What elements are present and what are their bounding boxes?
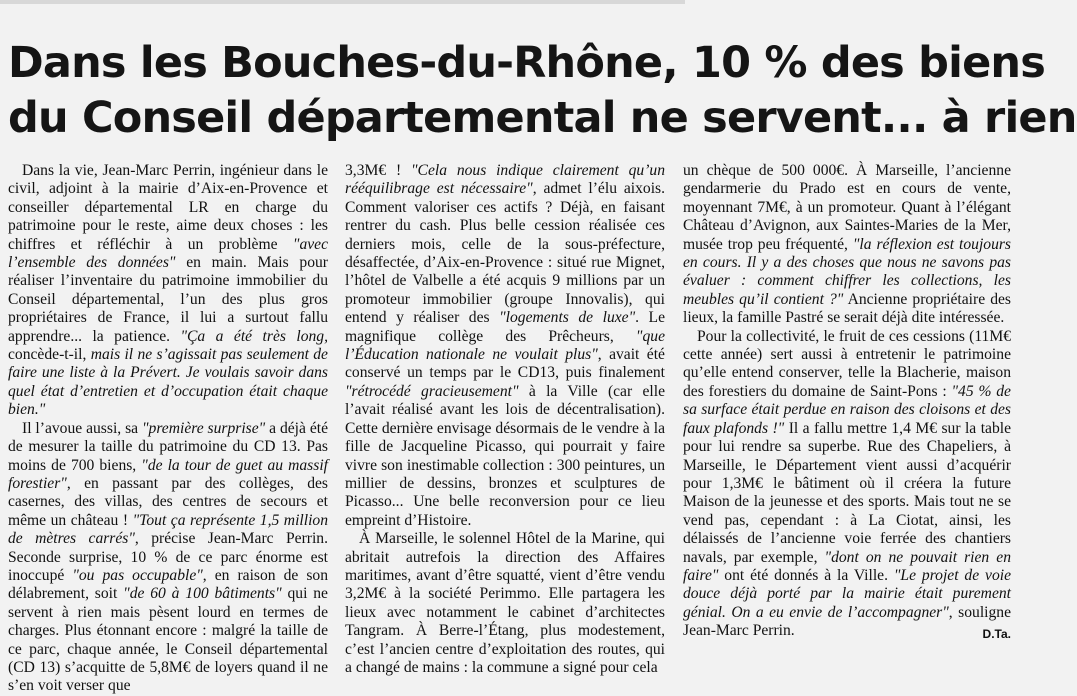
text: . Le magnifique collège des Prêcheurs, bbox=[345, 309, 665, 345]
text: , souligne Jean-Marc Perrin. bbox=[683, 603, 1012, 640]
headline-line-2: du Conseil départemental ne servent... à rien bbox=[8, 93, 1077, 143]
quote: "avec l’ensemble des données" bbox=[8, 235, 328, 272]
text: , précise Jean-Marc Perrin. Seconde surprise, 10 % de ce parc énorme est inoccupé bbox=[8, 530, 328, 584]
text: , en passant par des collèges, des casernes, des villas, des centres de secours et même un château ! bbox=[8, 474, 328, 529]
top-rule bbox=[0, 0, 685, 4]
quote: "logements de luxe" bbox=[499, 309, 636, 327]
paragraph bbox=[683, 162, 1011, 328]
paragraph bbox=[8, 420, 328, 696]
quote: "rétrocédé gracieusement" bbox=[345, 382, 519, 400]
article-headline bbox=[8, 36, 1077, 146]
text: Pour la collectivité, le fruit de ces cessions (11M€ cette année) sert aussi à entretenir le patrimoine qu’elle entend conserver, telle la Blacherie, maison des forestiers du domaine de Saint-Pons : bbox=[683, 327, 1011, 400]
article-column-1 bbox=[8, 162, 329, 695]
quote: "de 60 à 100 bâtiments" bbox=[123, 585, 282, 603]
quote: "45 % de sa surface était perdue en raison des cloisons et des faux plafonds !" bbox=[683, 382, 1011, 437]
quote: "Ça a été très long, bbox=[180, 327, 329, 345]
paragraph bbox=[345, 162, 665, 530]
headline-line-1: Dans les Bouches-du-Rhône, 10 % des biens bbox=[8, 38, 1046, 88]
text: en main. Mais pour réaliser l’inventaire du patrimoine immobilier du Conseil départemental, l’un des plus gros propriétaires de France, il lui a surtout fallu apprendre... la patience. bbox=[8, 254, 328, 345]
text: qui ne servent à rien mais pèsent lourd en termes de charges. Plus étonnant encore : malgré la taille de ce parc, chaque année, le Conseil départemental (CD 13) s’acquitte de 5,8M€ de loyers quand il ne s’en voit verser que bbox=[8, 585, 328, 695]
text: à la Ville (car elle l’avait réalisé avant les lois de décentralisation). Cette dernière envisage désormais de le vendre à la fille de Jacqueline Picasso, qui pourrait y faire vivre son inestimable collection : 300 peintures, un millier de dessins, bronzes et sculptures de Picasso... Une belle reconversion pour ce lieu empreint d’Histoire. bbox=[345, 382, 665, 529]
quote: "ou pas occupable" bbox=[72, 566, 203, 584]
paragraph bbox=[683, 328, 1011, 641]
text: concède-t-il, bbox=[8, 346, 91, 364]
text: , en raison de son délabrement, soit bbox=[8, 566, 328, 603]
text: , admet l’élu aixois. Comment valoriser ces actifs ? Déjà, en faisant rentrer du cash. Plus belle cession réalisée ces derniers mois, celle de la sous-préfecture, désaffectée, d’Aix-en-Provence : situé rue Mignet, l’hôtel de Valbelle a été acquis 9 millions par un promoteur immobilier (groupe Innovalis), qui entend y réaliser des bbox=[345, 180, 665, 327]
paragraph: À Marseille, le solennel Hôtel de la Marine, qui abritait autrefois la direction des Affaires maritimes, avant d’être squatté, vient d’être vendu 3,2M€ à la société Perimmo. Elle partagera les lieux avec notamment le cabinet d’architectes Tangram. À Berre-l’Étang, plus modestement, c’est l’ancien centre d’exploitation des routes, qui a changé de mains : la commune a signé pour cela bbox=[345, 530, 665, 676]
quote: "dont on ne pouvait rien en faire" bbox=[683, 548, 1011, 584]
quote: mais il ne s’agissait pas seulement de faire une liste à la Prévert. Je voulais savoir dans quel état d’entretien et d’occupation était chaque bien." bbox=[8, 346, 328, 419]
text: Dans la vie, Jean-Marc Perrin, ingénieur dans le civil, adjoint à la mairie d’Aix-en-Provence et conseiller départemental LR en charge du patrimoine pour le reste, aime deux choses : les chiffres et réfléchir à un problème bbox=[8, 162, 328, 253]
text: , avait été conservé un temps par le CD13, puis finalement bbox=[345, 346, 665, 382]
quote: "Cela nous indique clairement qu’un rééquilibrage est nécessaire" bbox=[345, 162, 665, 198]
quote: "Tout ça représente 1,5 million de mètres carrés" bbox=[8, 511, 328, 548]
text: Il a fallu mettre 1,4 M€ sur la table pour lui rendre sa superbe. Rue des Chapeliers, à Marseille, le Département vient aussi d’acquérir pour 1,3M€ le bâtiment où il créera la future Maison de la jeunesse et des sports. Mais tout ne se vend pas, cependant : à La Ciotat, ainsi, les délaissés de l’ancienne voie ferrée des chantiers navals, par exemple, bbox=[683, 419, 1011, 566]
quote: "de la tour de guet au massif forestier" bbox=[8, 456, 328, 492]
article-column-2 bbox=[345, 162, 665, 676]
text: a déjà été de mesurer la taille du patrimoine du CD 13. Pas moins de 700 biens, bbox=[8, 419, 329, 474]
quote: "la réflexion est toujours en cours. Il y a des choses que nous ne savons pas évaluer : comment chiffrer les collections, les meubles qu’il contient ?" bbox=[683, 235, 1012, 308]
quote: "Le projet de voie douce déjà porté par la mairie était purement génial. On a eu envie de l’accompagner" bbox=[683, 566, 1012, 621]
text: Ancienne propriétaire des lieux, la famille Pastré se serait déjà dite intéressée. bbox=[683, 290, 1011, 327]
text: Il l’avoue aussi, sa bbox=[22, 419, 142, 437]
quote: "que l’Éducation nationale ne voulait plus" bbox=[345, 327, 665, 364]
text: un chèque de 500 000€. À Marseille, l’ancienne gendarmerie du Prado est en cours de vente, moyennant 7M€, à un promoteur. Quant à l’élégant Château d’Avignon, aux Saintes-Maries de la Mer, musée trop peu fréquenté, bbox=[683, 162, 1011, 253]
author-signature: D.Ta. bbox=[982, 627, 1011, 642]
text: 3,3M€ ! bbox=[345, 162, 411, 179]
paragraph bbox=[8, 162, 328, 420]
article-column-3 bbox=[683, 162, 1012, 642]
quote: "première surprise" bbox=[141, 419, 266, 437]
text: ont été donnés à la Ville. bbox=[718, 566, 894, 584]
